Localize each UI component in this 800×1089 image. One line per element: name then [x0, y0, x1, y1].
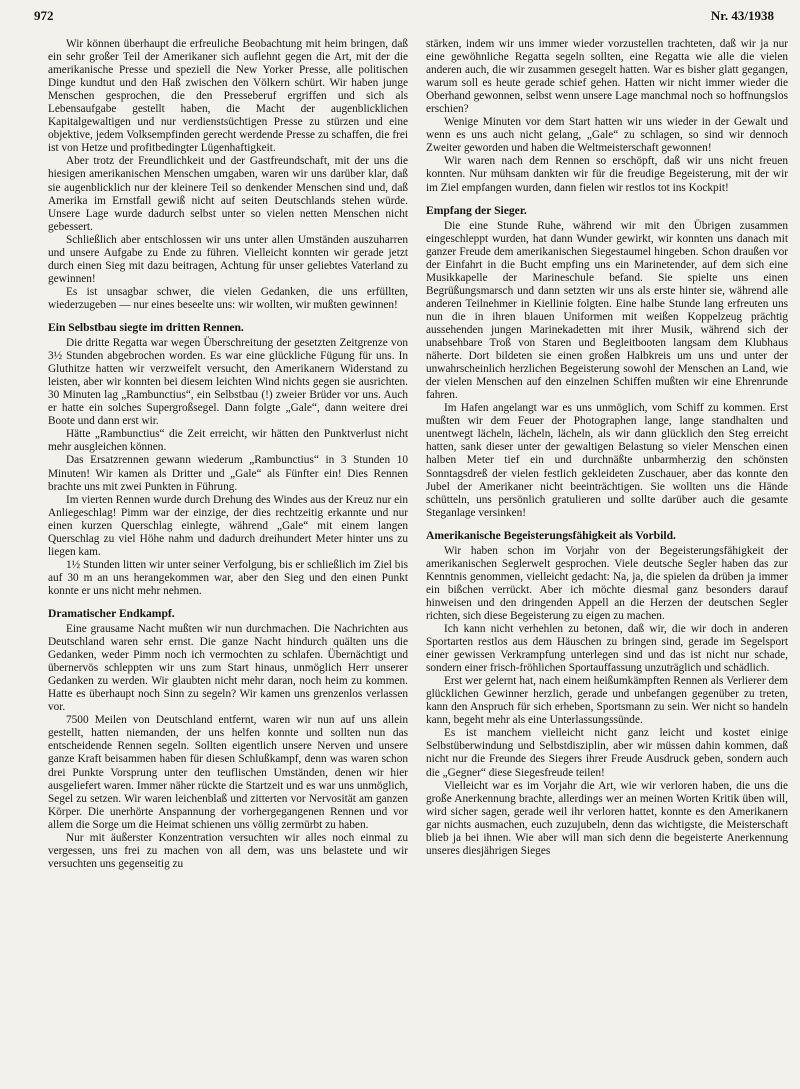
- paragraph: Im vierten Rennen wurde durch Drehung des Windes aus der Kreuz nur ein Anliegeschlag! Pimm war der einzige, der dies rechtzeitig erkannte und nur einen kurzen Querschlag einlegte, während „Gale“ mit einem langen Querschlag zu viel Höhe nahm und dadurch dreihundert Meter hinter uns zu liegen kam.: [48, 493, 408, 558]
- paragraph: stärken, indem wir uns immer wieder vorzustellen trachteten, daß wir ja nur eine gewöhnliche Regatta segeln sollten, eine Regatta wie alle die vielen anderen auch, die wir zusammen gesegelt hatten. War es bisher glatt gegangen, warum soll es heute gerade schief gehen. Hatten wir nicht immer wieder die Oberhand gewonnen, selbst wenn unsere Lage manchmal noch so hoffnungslos erschien?: [426, 38, 788, 116]
- section-heading: Dramatischer Endkampf.: [48, 606, 175, 620]
- paragraph: Die dritte Regatta war wegen Überschreitung der gesetzten Zeitgrenze von 3½ Stunden abgebrochen worden. Es war eine glückliche Fügung für uns. In Gluthitze hatten wir verzweifelt versucht, den Amerikanern Widerstand zu leisten, aber wir konnten bei diesem leichten Wind nichts gegen sie ausrichten. 30 Minuten lag „Rambunctius“, ein Selbstbau (!) zweier Brüder vor uns. Auch er hatte ein solches Supergroßsegel. Dann folgte „Gale“, dann weitere drei Boote und dann erst wir.: [48, 337, 408, 428]
- paragraph: Erst wer gelernt hat, nach einem heißumkämpften Rennen als Verlierer dem glücklichen Gewinner herzlich, gerade und unbefangen gegenüber zu treten, kann den Anspruch für sich erheben, Sportsmann zu sein. Wer nicht so handeln kann, begeht mehr als eine Unterlassungssünde.: [426, 675, 788, 727]
- left-column: [48, 38, 408, 871]
- paragraph: Schließlich aber entschlossen wir uns unter allen Umständen auszuharren und unsere Aufgabe zu Ende zu führen. Vielleicht konnten wir gerade jetzt durch einen Sieg mit dazu beitragen, Achtung für unser geliebtes Vaterland zu gewinnen!: [48, 233, 408, 285]
- page-header: [34, 8, 774, 30]
- paragraph: Wir haben schon im Vorjahr von der Begeisterungsfähigkeit der amerikanischen Seglerwelt gesprochen. Viele deutsche Segler haben das zur Kenntnis genommen, vielleicht gedacht: Na, ja, die spielen da drüben ja immer ein bißchen verrückt. Aber ich möchte diesmal ganz besonders darauf hinweisen und den dringenden Appell an die Herzen der deutschen Segler richten, sich diese Begeisterung zu eigen zu machen.: [426, 544, 788, 622]
- paragraph: Vielleicht war es im Vorjahr die Art, wie wir verloren haben, die uns die große Anerkennung brachte, allerdings wer an meinen Worten Kritik üben will, wird sicher sagen, gerade weil ihr verloren hattet, konnte es den Amerikanern gar nichts ausmachen, euch zuzujubeln, denn das wichtigste, die Meisterschaft blieb ja bei ihnen. Wie aber will man sich denn die begeisterte Anerkennung unseres diesjährigen Sieges: [426, 779, 788, 857]
- paragraph: Im Hafen angelangt war es uns unmöglich, vom Schiff zu kommen. Erst mußten wir dem Feuer der Photographen lange, lange standhalten und unentwegt lächeln, lächeln, lächeln, als wir dann glücklich den Steg erreicht hatten, sank dieser unter der gewaltigen Belastung so vieler Menschen einen halben Meter tief ein und durchnäßte unbarmherzig den schönsten Sonntagsdreß der vielen festlich gekleideten Zuschauer, aber das konnte den Jubel der Amerikaner nicht beeinträchtigen. Sie wollten uns die Hände schütteln, uns persönlich gratulieren und sollte darüber auch die gesamte Steganlage versinken!: [426, 402, 788, 519]
- issue-number: Nr. 43/1938: [710, 8, 774, 23]
- right-column: [426, 38, 788, 858]
- paragraph: Ich kann nicht verhehlen zu betonen, daß wir, die wir doch in anderen Sportarten restlos aus dem Häuschen zu bringen sind, gerade im Segelsport einer gewissen Verkrampfung unterlegen sind und das ist nicht nur schade, sondern einer frisch-fröhlichen Sportauffassung unzuträglich und schädlich.: [426, 623, 788, 675]
- paragraph: Nur mit äußerster Konzentration versuchten wir alles noch einmal zu vergessen, uns frei zu machen von all dem, was uns belastete und wir versuchten uns gegenseitig zu: [48, 831, 408, 870]
- section-heading: Ein Selbstbau siegte im dritten Rennen.: [48, 320, 244, 334]
- section-heading: Empfang der Sieger.: [426, 203, 527, 217]
- paragraph: Wir waren nach dem Rennen so erschöpft, daß wir uns nicht freuen konnten. Nur mühsam dankten wir für die freudige Begeisterung, mit der wir im Ziel empfangen wurden, dann fielen wir restlos tot ins Kockpit!: [426, 155, 788, 194]
- paragraph: Die eine Stunde Ruhe, während wir mit den Übrigen zusammen eingeschleppt wurden, hat dann Wunder gewirkt, wir konnten uns danach mit ganzer Freude dem amerikanischen Siegestaumel hingeben. Schon draußen vor der Einfahrt in die Bucht empfing uns ein Marinetender, auf dem sich eine Musikkapelle der Marineschule befand. Sie spielte uns einen Begrüßungsmarsch und dann setzten wir uns als erste hinter sie, während alle anderen Teilnehmer in Kiellinie folgten. Eine halbe Stunde lang erfreuten uns nun die in ihren blauen Uniformen mit weißen Koppelzeug prächtig aussehenden jungen Marinekadetten mit ihrer Musik, während sich der unabsehbare Troß von Staren und Begleitbooten langsam dem Klubhaus näherte. Dort bildeten sie einen großen Halbkreis um uns und unter der unwahrscheinlich herzlichen Begeisterung sowohl der Menschen an Land, wie der vielen Menschen auf den einzelnen Schiffen mußten wir eine Ehrenrunde fahren.: [426, 219, 788, 402]
- paragraph: 1½ Stunden litten wir unter seiner Verfolgung, bis er schließlich im Ziel bis auf 30 m an uns herangekommen war, aber den Sieg und den einen Punkt konnte er uns nicht mehr nehmen.: [48, 558, 408, 597]
- section-heading: Amerikanische Begeisterungsfähigkeit als Vorbild.: [426, 528, 676, 542]
- page-number: 972: [34, 8, 54, 23]
- paragraph: Hätte „Rambunctius“ die Zeit erreicht, wir hätten den Punktverlust nicht mehr ausgleichen können.: [48, 428, 408, 454]
- paragraph: Das Ersatzrennen gewann wiederum „Rambunctius“ in 3 Stunden 10 Minuten! Wir kamen als Dritter und „Gale“ als Fünfter ein! Dies Rennen brachte uns mit zwei Punkten in Führung.: [48, 454, 408, 493]
- paragraph: Eine grausame Nacht mußten wir nun durchmachen. Die Nachrichten aus Deutschland waren sehr ernst. Die ganze Nacht hindurch quälten uns die Gedanken, weder Pimm noch ich vermochten zu schlafen. Übernächtigt und übernervös schleppten wir uns zum Start hinaus, unmöglich Herr unserer Gedanken zu werden. Wir glaubten nicht mehr daran, noch heim zu kommen. Hatte es überhaupt noch Sinn zu segeln? Wir kamen uns grenzenlos verlassen vor.: [48, 623, 408, 714]
- paragraph: Wir können überhaupt die erfreuliche Beobachtung mit heim bringen, daß ein sehr großer Teil der Amerikaner sich auflehnt gegen die Art, mit der die amerikanische Presse und speziell die New Yorker Presse, alle politischen Dinge kundtut und den Haß zwischen den Völkern schürt. Wir haben junge Menschen gesprochen, die den Presseberuf ergriffen und sich als Lebensaufgabe gestellt haben, die Macht der augenblicklichen Kapitalgewaltigen und nur verdienstsüchtigen Presse zu stürzen und eine objektive, jedem Volksempfinden gerecht werdende Presse zu schaffen, die frei ist von Hetze und profitbedingter Lügenhaftigkeit.: [48, 38, 408, 155]
- paragraph: Aber trotz der Freundlichkeit und der Gastfreundschaft, mit der uns die hiesigen amerikanischen Menschen umgaben, waren wir uns darüber klar, daß sie augenblicklich nur der kleinere Teil so denkender Menschen sind und, daß Amerika im Ernstfall gewiß nicht auf seiten Deutschlands stehen würde. Unsere Lage wurde dadurch selbst unter so vielen netten Menschen nicht gebessert.: [48, 155, 408, 233]
- paragraph: 7500 Meilen von Deutschland entfernt, waren wir nun auf uns allein gestellt, hatten niemanden, der uns helfen konnte und sollten nun das entscheidende Rennen segeln. Sollten eigentlich unsere Nerven und unsere ganze Kraft beisammen haben für diesen Schlußkampf, denn was waren schon drei Punkte Vorsprung unter den teuflischen Umständen, denen wir hier ausgeliefert waren. Immer näher rückte die Startzeit und es war uns unmöglich, Segel zu setzen. Wir waren leichenblaß und zitterten vor Nervosität am ganzen Körper. Die unerhörte Anspannung der vorhergegangenen Rennen und vor allem die Sorge um die Heimat schienen uns völlig zermürbt zu haben.: [48, 714, 408, 831]
- paragraph: Es ist unsagbar schwer, die vielen Gedanken, die uns erfüllten, wiederzugeben — nur eines beseelte uns: wir wollten, wir mußten gewinnen!: [48, 285, 408, 311]
- paragraph: Wenige Minuten vor dem Start hatten wir uns wieder in der Gewalt und wenn es uns auch nicht gelang, „Gale“ zu schlagen, so sind wir dennoch Zweiter geworden und haben die Weltmeisterschaft gewonnen!: [426, 116, 788, 155]
- paragraph: Es ist manchem vielleicht nicht ganz leicht und kostet einige Selbstüberwindung und Selbstdisziplin, aber wir müssen dahin kommen, daß nicht nur die Freunde des Siegers ihrer Freude Ausdruck geben, sondern auch die „Gegner“ diese Siegesfreude teilen!: [426, 727, 788, 779]
